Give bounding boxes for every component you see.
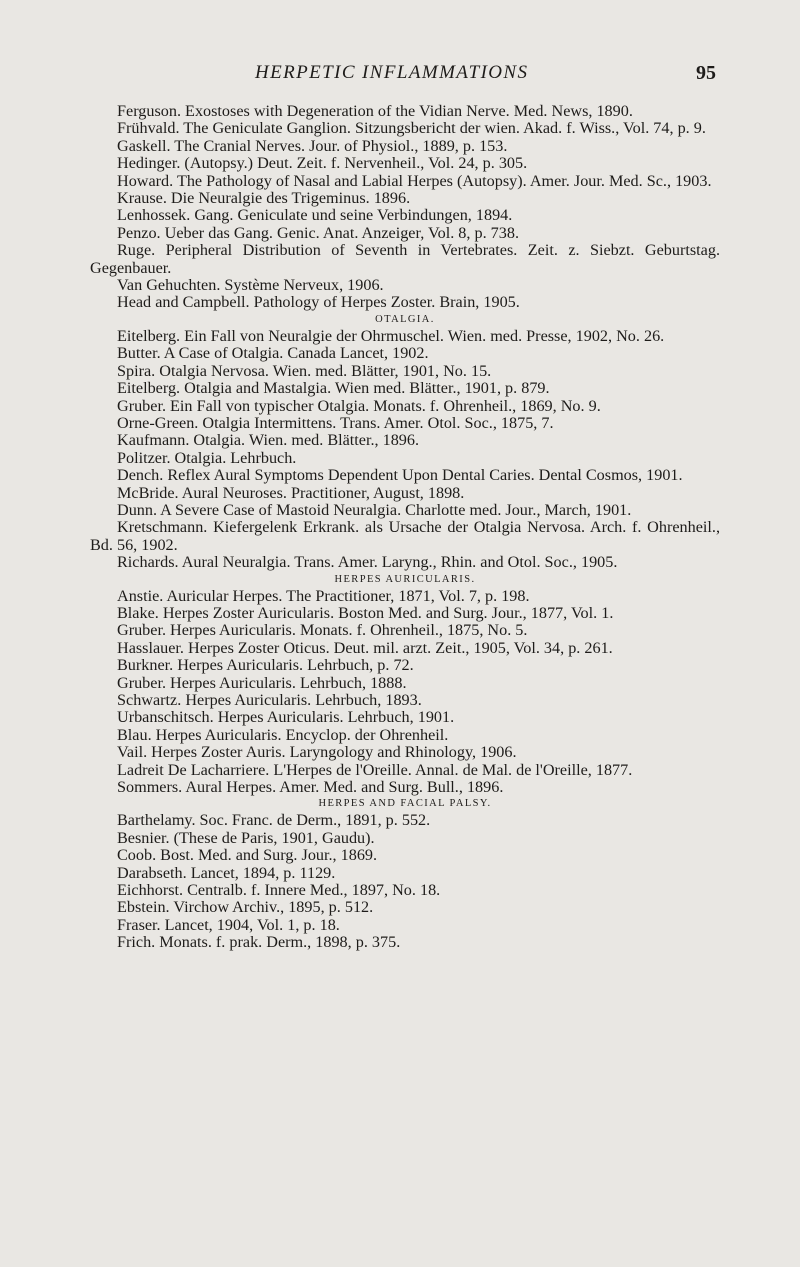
reference-entry: Eitelberg. Ein Fall von Neuralgie der Ohrmuschel. Wien. med. Presse, 1902, No. 26.: [117, 326, 665, 345]
reference-entry: Orne-Green. Otalgia Intermittens. Trans. Amer. Otol. Soc., 1875, 7.: [117, 413, 554, 432]
reference-entry: Burkner. Herpes Auricularis. Lehrbuch, p. 72.: [117, 656, 414, 675]
reference-entry: Dunn. A Severe Case of Mastoid Neuralgia. Charlotte med. Jour., March, 1901.: [117, 500, 632, 519]
reference-entry: Van Gehuchten. Système Nerveux, 1906.: [117, 276, 384, 295]
intro-references: [90, 103, 720, 312]
reference-entry: Ruge. Peripheral Distribution of Seventh in Vertebrates. Zeit. z. Siebzt. Geburtstag. Gegenbauer.: [90, 241, 720, 277]
herpes-facial-palsy-references: [90, 812, 720, 951]
reference-entry: Penzo. Ueber das Gang. Genic. Anat. Anzeiger, Vol. 8, p. 738.: [117, 223, 520, 242]
reference-entry: Ebstein. Virchow Archiv., 1895, p. 512.: [117, 898, 374, 917]
reference-entry: McBride. Aural Neuroses. Practitioner, August, 1898.: [117, 483, 465, 502]
reference-entry: Butter. A Case of Otalgia. Canada Lancet, 1902.: [117, 344, 429, 363]
reference-entry: Schwartz. Herpes Auricularis. Lehrbuch, 1893.: [117, 691, 422, 709]
page-number: 95: [696, 62, 716, 84]
herpes-auricularis-references: [90, 588, 720, 797]
reference-entry: Hasslauer. Herpes Zoster Oticus. Deut. mil. arzt. Zeit., 1905, Vol. 34, p. 261.: [117, 638, 613, 657]
reference-entry: Barthelamy. Soc. Franc. de Derm., 1891, p. 552.: [117, 811, 431, 830]
reference-entry: Gruber. Herpes Auricularis. Monats. f. Ohrenheil., 1875, No. 5.: [117, 621, 528, 640]
section-heading-herpes-auricularis: HERPES AURICULARIS.: [334, 573, 476, 585]
reference-entry: Vail. Herpes Zoster Auris. Laryngology and Rhinology, 1906.: [117, 743, 517, 762]
reference-entry: Gruber. Herpes Auricularis. Lehrbuch, 1888.: [117, 673, 407, 692]
reference-entry: Gruber. Ein Fall von typischer Otalgia. Monats. f. Ohrenheil., 1869, No. 9.: [117, 396, 601, 415]
reference-entry: Fraser. Lancet, 1904, Vol. 1, p. 18.: [117, 915, 340, 934]
running-title: HERPETIC INFLAMMATIONS: [255, 62, 529, 83]
reference-entry: Spira. Otalgia Nervosa. Wien. med. Blätter, 1901, No. 15.: [117, 361, 492, 380]
section-heading-otalgia: OTALGIA.: [375, 313, 435, 325]
reference-entry: Urbanschitsch. Herpes Auricularis. Lehrbuch, 1901.: [117, 708, 455, 727]
reference-entry: Howard. The Pathology of Nasal and Labial Herpes (Autopsy). Amer. Jour. Med. Sc., 1903.: [117, 171, 712, 190]
reference-entry: Blau. Herpes Auricularis. Encyclop. der Ohrenheil.: [117, 725, 449, 744]
reference-entry: Hedinger. (Autopsy.) Deut. Zeit. f. Nervenheil., Vol. 24, p. 305.: [117, 154, 528, 173]
reference-entry: Frühvald. The Geniculate Ganglion. Sitzungsbericht der wien. Akad. f. Wiss., Vol. 74, p. 9.: [117, 119, 706, 138]
running-head: [0, 60, 800, 90]
reference-entry: Ladreit De Lacharriere. L'Herpes de l'Oreille. Annal. de Mal. de l'Oreille, 1877.: [117, 760, 633, 779]
reference-entry: Eichhorst. Centralb. f. Innere Med., 1897, No. 18.: [117, 881, 441, 900]
otalgia-references: [90, 328, 720, 572]
reference-entry: Coob. Bost. Med. and Surg. Jour., 1869.: [117, 846, 378, 865]
reference-entry: Kretschmann. Kiefergelenk Erkrank. als Ursache der Otalgia Nervosa. Arch. f. Ohrenheil., Bd. 56, 1902.: [90, 518, 720, 554]
reference-entry: Darabseth. Lancet, 1894, p. 1129.: [117, 863, 336, 882]
bibliography: [90, 103, 720, 952]
reference-entry: Sommers. Aural Herpes. Amer. Med. and Surg. Bull., 1896.: [117, 778, 504, 797]
reference-entry: Lenhossek. Gang. Geniculate und seine Verbindungen, 1894.: [117, 206, 513, 225]
reference-entry: Gaskell. The Cranial Nerves. Jour. of Physiol., 1889, p. 153.: [117, 136, 508, 155]
section-heading-herpes-facial-palsy: HERPES AND FACIAL PALSY.: [318, 798, 492, 810]
reference-entry: Dench. Reflex Aural Symptoms Dependent Upon Dental Caries. Dental Cosmos, 1901.: [117, 466, 683, 485]
reference-entry: Ferguson. Exostoses with Degeneration of the Vidian Nerve. Med. News, 1890.: [117, 102, 633, 120]
reference-entry: Richards. Aural Neuralgia. Trans. Amer. Laryng., Rhin. and Otol. Soc., 1905.: [117, 553, 618, 572]
reference-entry: Blake. Herpes Zoster Auricularis. Boston Med. and Surg. Jour., 1877, Vol. 1.: [117, 603, 614, 622]
reference-entry: Politzer. Otalgia. Lehrbuch.: [117, 448, 297, 467]
reference-entry: Krause. Die Neuralgie des Trigeminus. 1896.: [117, 189, 411, 208]
reference-entry: Frich. Monats. f. prak. Derm., 1898, p. 375.: [117, 933, 401, 952]
reference-entry: Anstie. Auricular Herpes. The Practitioner, 1871, Vol. 7, p. 198.: [117, 586, 530, 605]
reference-entry: Eitelberg. Otalgia and Mastalgia. Wien med. Blätter., 1901, p. 879.: [117, 379, 550, 398]
reference-entry: Head and Campbell. Pathology of Herpes Zoster. Brain, 1905.: [117, 293, 520, 312]
reference-entry: Kaufmann. Otalgia. Wien. med. Blätter., 1896.: [117, 431, 420, 450]
reference-entry: Besnier. (These de Paris, 1901, Gaudu).: [117, 828, 375, 847]
